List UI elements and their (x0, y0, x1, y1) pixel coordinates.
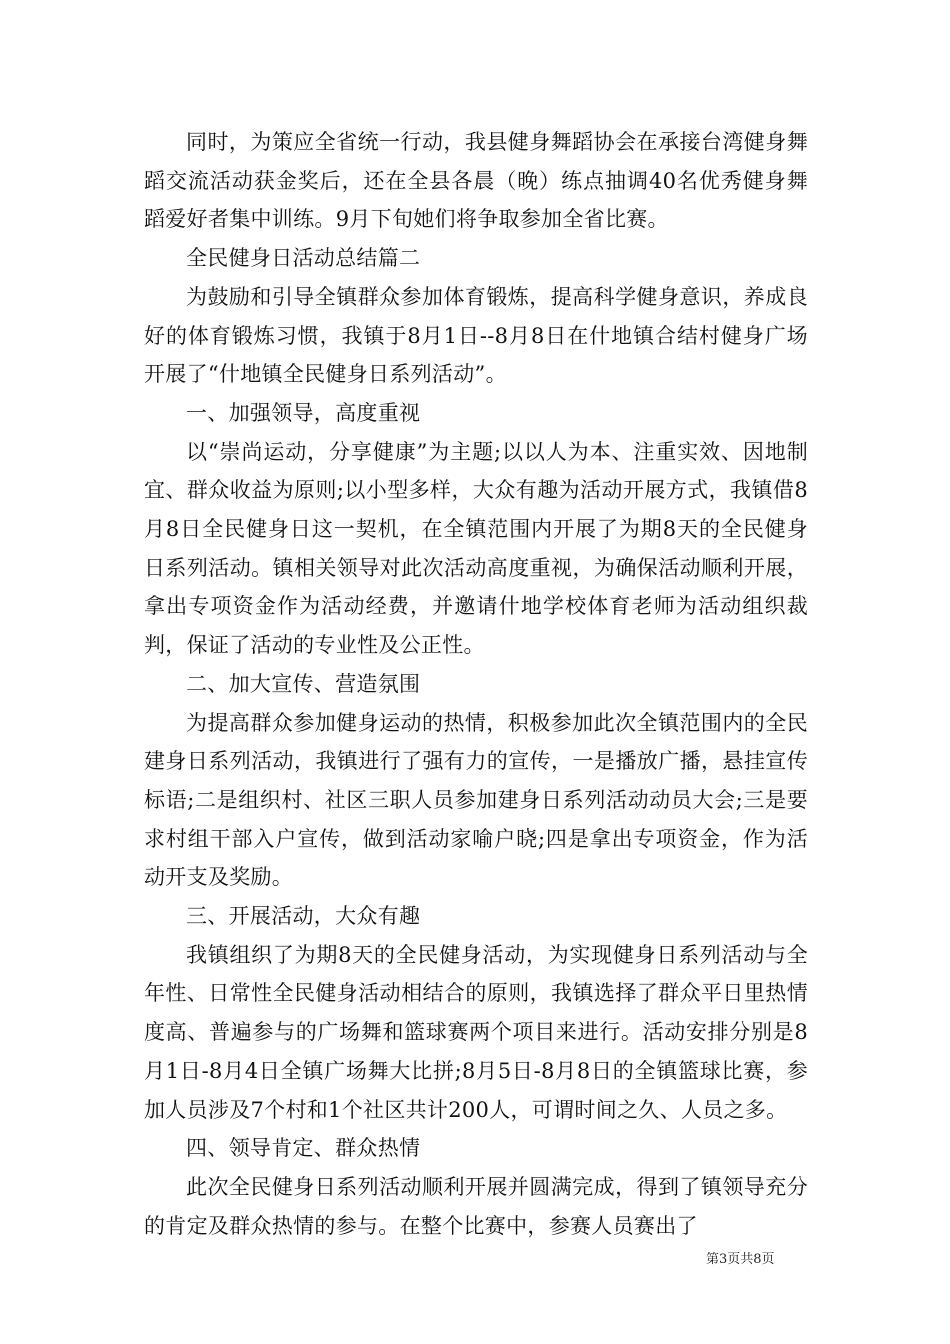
paragraph-activities: 我镇组织了为期8天的全民健身活动，为实现健身日系列活动与全年性、日常性全民健身活动相结合的原则，我镇选择了群众平日里热情度高、普遍参与的广场舞和篮球赛两个项目来进行。活动安排分别是8月1日-8月4日全镇广场舞大比拼;8月5日-8月8日的全镇篮球比赛，参加人员涉及7个村和1个社区共计200人，可谓时间之久、人员之多。 (144, 942, 808, 1122)
heading-strengthen-leadership: 一、加强领导，高度重视 (186, 400, 421, 425)
page-number-footer: 第3页共8页 (706, 1252, 775, 1267)
paragraph-intro: 为鼓励和引导全镇群众参加体育锻炼，提高科学健身意识，养成良好的体育锻炼习惯，我镇于8月1日--8月8日在什地镇合结村健身广场开展了“什地镇全民健身日系列活动”。 (144, 284, 808, 387)
document-body (144, 123, 808, 1245)
paragraph-theme: 以“崇尚运动，分享健康”为主题;以以人为本、注重实效、因地制宜、群众收益为原则;以小型多样，大众有趣为活动开展方式，我镇借8月8日全民健身日这一契机，在全镇范围内开展了为期8天的全民健身日系列活动。镇相关领导对此次活动高度重视，为确保活动顺利开展，拿出专项资金作为活动经费，并邀请什地学校体育老师为活动组织裁判，保证了活动的专业性及公正性。 (144, 439, 808, 658)
paragraph-publicity: 为提高群众参加健身运动的热情，积极参加此次全镇范围内的全民建身日系列活动，我镇进行了强有力的宣传，一是播放广播，悬挂宣传标语;二是组织村、社区三职人员参加建身日系列活动动员大会;三是要求村组干部入户宣传，做到活动家喻户晓;四是拿出专项资金，作为活动开支及奖励。 (144, 710, 808, 890)
heading-leadership-recognition: 四、领导肯定、群众热情 (186, 1136, 421, 1161)
heading-publicity: 二、加大宣传、营造氛围 (186, 671, 421, 696)
heading-activities: 三、开展活动，大众有趣 (186, 904, 421, 929)
paragraph-dance-association: 同时，为策应全省统一行动，我县健身舞蹈协会在承接台湾健身舞蹈交流活动获金奖后，还在全县各晨（晚）练点抽调40名优秀健身舞蹈爱好者集中训练。9月下旬她们将争取参加全省比赛。 (144, 130, 808, 232)
section-title-part-two: 全民健身日活动总结篇二 (186, 246, 421, 271)
paragraph-recognition: 此次全民健身日系列活动顺利开展并圆满完成，得到了镇领导充分的肯定及群众热情的参与。在整个比赛中，参赛人员赛出了 (144, 1174, 808, 1238)
